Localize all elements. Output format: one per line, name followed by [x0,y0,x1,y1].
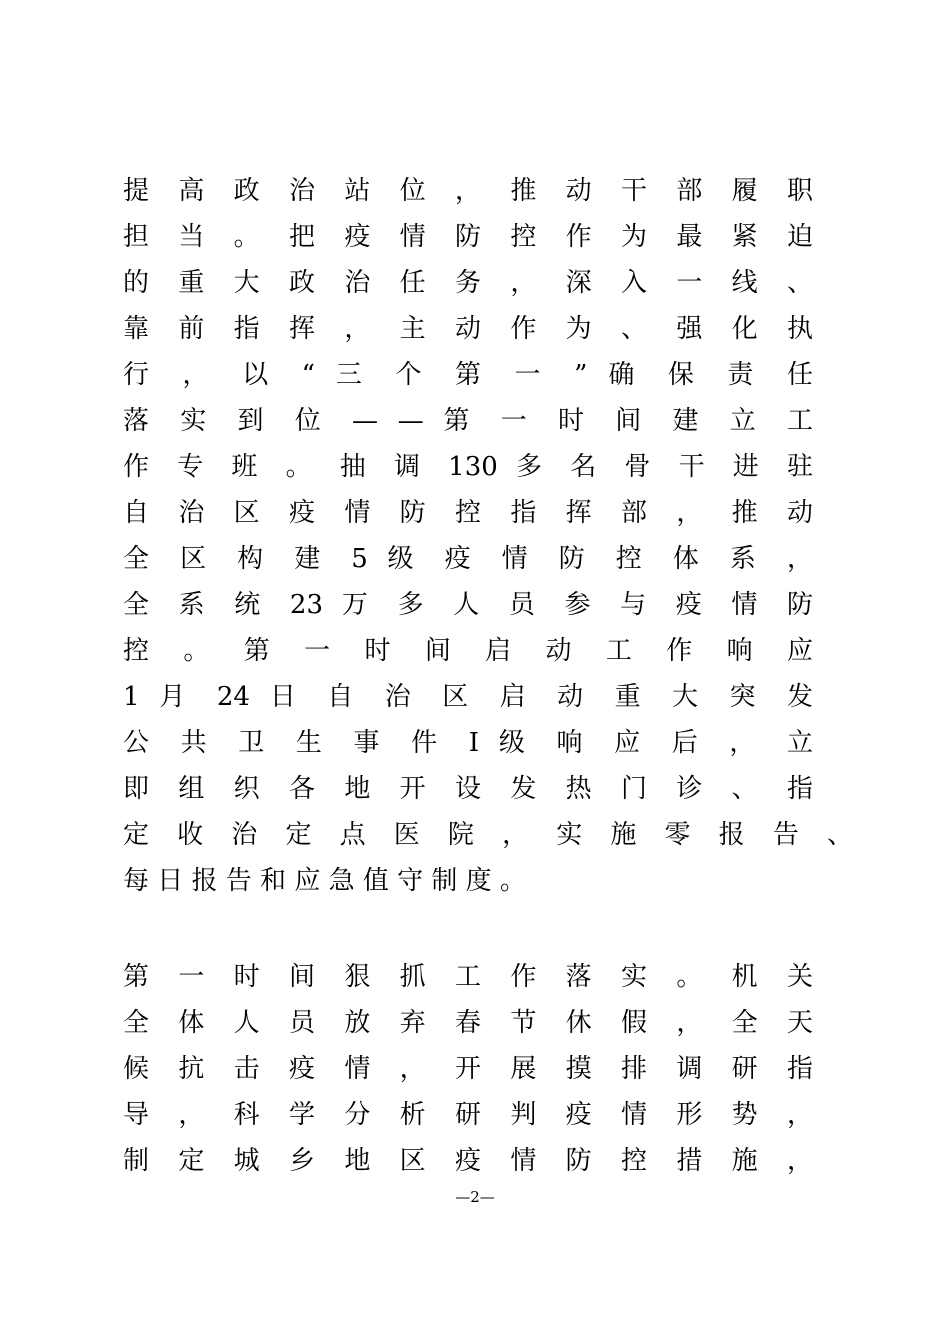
text-line: 全 体 人 员 放 弃 春 节 休 假 ， 全 天 [123,1008,813,1038]
paragraph-2 [123,954,813,1184]
text-line: 全 系 统 23 万 多 人 员 参 与 疫 情 防 [123,590,813,620]
text-line: 每 日 报 告 和 应 急 值 守 制 度 。 [123,866,526,896]
text-line: 提 高 政 治 站 位 ， 推 动 干 部 履 职 [123,176,813,206]
text-line: 行 ， 以 “ 三 个 第 一 ” 确 保 责 任 [123,360,813,390]
text-line: 的 重 大 政 治 任 务 ， 深 入 一 线 、 [123,268,813,298]
text-line: 第 一 时 间 狠 抓 工 作 落 实 。 机 关 [123,962,813,992]
text-line: 导 ， 科 学 分 析 研 判 疫 情 形 势 ， [123,1100,813,1130]
text-line: 落 实 到 位 — — 第 一 时 间 建 立 工 [123,406,813,436]
text-line: 1 月 24 日 自 治 区 启 动 重 大 突 发 [123,682,813,712]
text-line: 靠 前 指 挥 ， 主 动 作 为 、 强 化 执 [123,314,813,344]
paragraph-1 [123,168,853,904]
page-number: —2— [455,1188,495,1206]
text-line: 控 。 第 一 时 间 启 动 工 作 响 应 [123,636,813,666]
text-line: 公 共 卫 生 事 件 I 级 响 应 后 ， 立 [123,728,813,758]
text-line: 担 当 。 把 疫 情 防 控 作 为 最 紧 迫 [123,222,813,252]
text-line: 定 收 治 定 点 医 院 ， 实 施 零 报 告 、 [123,820,853,850]
text-line: 即 组 织 各 地 开 设 发 热 门 诊 、 指 [123,774,813,804]
text-line: 作 专 班 。 抽 调 130 多 名 骨 干 进 驻 [123,452,813,482]
text-line: 制 定 城 乡 地 区 疫 情 防 控 措 施 ， [123,1146,813,1176]
text-line: 自 治 区 疫 情 防 控 指 挥 部 ， 推 动 [123,498,813,528]
text-line: 全 区 构 建 5 级 疫 情 防 控 体 系 ， [123,544,813,574]
text-line: 候 抗 击 疫 情 ， 开 展 摸 排 调 研 指 [123,1054,813,1084]
